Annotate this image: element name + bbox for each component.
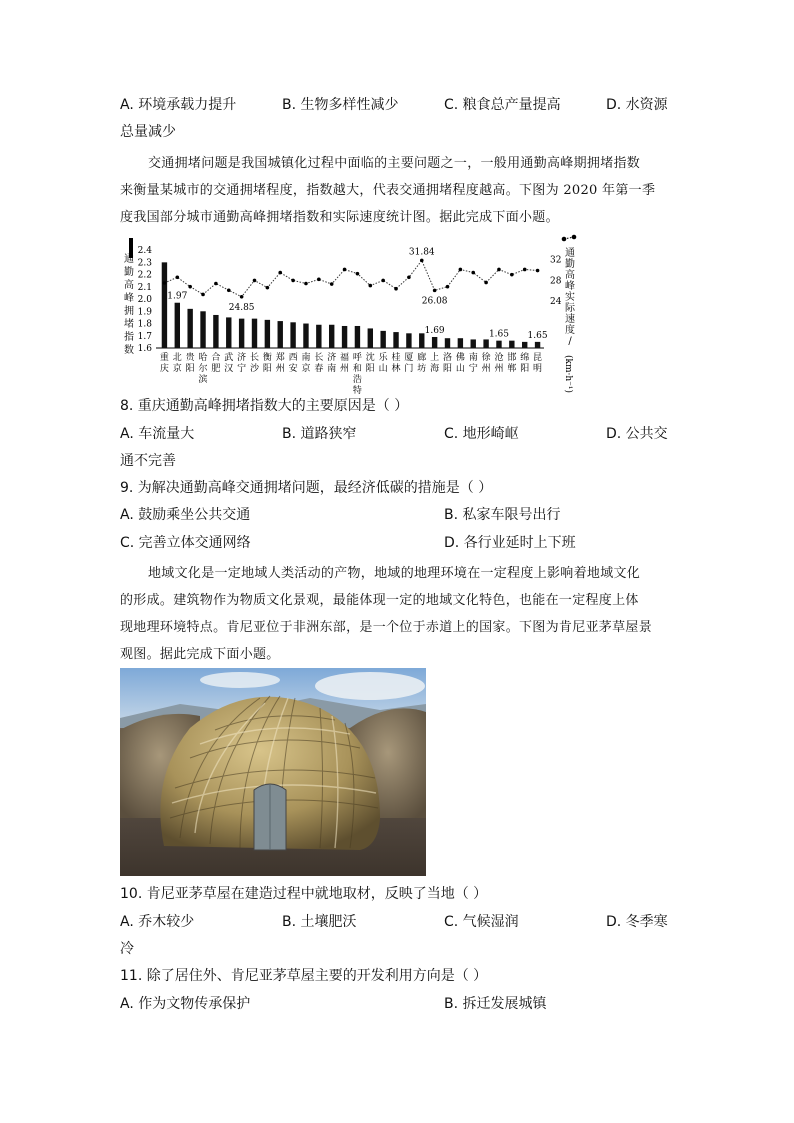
category-label: 庆: [159, 364, 169, 374]
category-label: 州: [481, 364, 491, 374]
category-label: 京: [172, 364, 182, 374]
right-axis-title-char: 勤: [565, 259, 575, 270]
left-tick-label: 2.0: [137, 295, 152, 306]
category-label: 郸: [507, 364, 517, 374]
right-tick-label: 32: [550, 255, 562, 266]
category-label: 尔: [198, 364, 208, 374]
category-label: 桂: [391, 353, 401, 363]
bar-18: [393, 332, 398, 348]
category-label: 南: [327, 364, 337, 374]
intro2-line4: 观图。据此完成下面小题。: [120, 647, 280, 662]
category-label: 邯: [507, 353, 517, 363]
category-label: 山: [455, 364, 465, 374]
category-label: 汉: [224, 364, 234, 374]
left-axis-title-char: 勤: [124, 267, 134, 278]
left-tick-label: 1.8: [137, 319, 152, 330]
category-label: 绵: [520, 353, 530, 363]
category-label: 郑: [275, 353, 285, 363]
category-label: 阳: [520, 364, 530, 374]
left-axis-title-char: 通: [124, 254, 134, 265]
category-label: 滨: [198, 375, 208, 385]
speed-point-12: [317, 278, 321, 282]
left-tick-label: 2.1: [137, 282, 152, 293]
bar-15: [355, 326, 360, 348]
category-label: 武: [224, 353, 234, 363]
q11-option-a: A. 作为文物传承保护: [120, 996, 251, 1012]
category-label: 州: [494, 364, 504, 374]
speed-point-6: [240, 295, 244, 299]
bar-4: [213, 315, 218, 348]
intro1-line1: 交通拥堵问题是我国城镇化过程中面临的主要问题之一，一般用通勤高峰期拥堵指数: [148, 156, 641, 171]
category-label: 佛: [455, 353, 465, 363]
q8-option-a: A. 车流量大: [120, 426, 195, 442]
bar-1: [175, 303, 180, 348]
bar-11: [303, 324, 308, 348]
category-label: 合: [211, 353, 221, 363]
right-axis-title-char: 实: [565, 292, 575, 303]
speed-point-9: [278, 271, 282, 275]
left-axis-title-char: 堵: [124, 319, 134, 330]
bar-29: [535, 342, 540, 348]
category-label: 徐: [481, 353, 491, 363]
category-label: 沈: [365, 353, 375, 363]
q10-option-c: C. 气候湿润: [444, 914, 519, 930]
category-label: 海: [430, 364, 440, 374]
category-label: 特: [352, 386, 362, 396]
speed-point-19: [407, 275, 411, 279]
speed-point-14: [343, 268, 347, 272]
speed-point-27: [510, 273, 514, 277]
left-axis-title-char: 峰: [124, 293, 134, 304]
category-label: 阳: [262, 364, 272, 374]
bar-24: [471, 339, 476, 348]
category-label: 肥: [211, 364, 221, 374]
category-label: 山: [378, 364, 388, 374]
bar-25: [483, 339, 488, 348]
q8-stem: 8. 重庆通勤高峰拥堵指数大的主要原因是（ ）: [120, 398, 409, 414]
q11-option-b: B. 拆迁发展城镇: [444, 996, 547, 1012]
right-axis-title-char: 高: [565, 270, 575, 281]
category-label: 州: [340, 364, 350, 374]
category-label: 呼: [352, 353, 362, 363]
right-tick-label: 28: [550, 276, 562, 287]
speed-point-0: [163, 281, 167, 285]
q10-option-d: D. 冬季寒: [606, 914, 668, 930]
speed-point-1: [176, 275, 180, 279]
bar-16: [368, 328, 373, 348]
bar-17: [380, 331, 385, 348]
speed-point-7: [253, 279, 257, 283]
speed-point-11: [304, 282, 308, 286]
right-axis-title-char: /: [568, 336, 572, 347]
q9-option-d: D. 各行业延时上下班: [444, 535, 576, 551]
bar-data-label: 1.69: [424, 325, 445, 336]
speed-point-13: [330, 282, 334, 286]
speed-point-17: [381, 279, 385, 283]
category-label: 济: [327, 353, 337, 363]
bar-23: [458, 338, 463, 348]
category-label: 坊: [417, 364, 427, 374]
bar-14: [342, 326, 347, 348]
option-b: B. 生物多样性减少: [282, 97, 399, 113]
speed-point-28: [523, 268, 527, 272]
bar-10: [290, 322, 295, 348]
bar-0: [162, 262, 167, 348]
category-label: 乐: [378, 353, 388, 363]
category-label: 宁: [237, 364, 247, 374]
line-data-label: 26.08: [421, 296, 448, 307]
q9-stem: 9. 为解决通勤高峰交通拥堵问题，最经济低碳的措施是（ ）: [120, 480, 493, 496]
category-label: 和: [352, 364, 362, 374]
category-label: 沙: [249, 364, 260, 374]
category-label: 宁: [468, 364, 478, 374]
category-label: 廊: [417, 353, 427, 363]
category-label: 林: [391, 364, 401, 374]
category-label: 南: [301, 353, 311, 363]
category-label: 南: [468, 353, 478, 363]
speed-point-2: [188, 285, 192, 289]
category-label: 厦: [404, 353, 414, 363]
option-d-continued: 总量减少: [120, 124, 176, 140]
bar-7: [252, 319, 257, 348]
speed-point-26: [497, 268, 501, 272]
speed-point-24: [471, 271, 475, 275]
category-label: 福: [340, 353, 350, 363]
bar-22: [445, 338, 450, 348]
speed-point-20: [420, 259, 424, 263]
category-label: 重: [159, 353, 169, 363]
category-label: 明: [533, 364, 543, 374]
category-label: 上: [430, 353, 440, 363]
category-label: 京: [301, 364, 311, 374]
speed-point-18: [394, 287, 398, 291]
right-axis-title-char: 际: [565, 303, 575, 314]
bar-8: [265, 320, 270, 348]
category-label: 衡: [262, 353, 272, 363]
q9-option-a: A. 鼓励乘坐公共交通: [120, 507, 251, 523]
category-label: 长: [314, 353, 324, 363]
left-axis-title-char: 高: [124, 280, 134, 291]
bar-12: [316, 325, 321, 348]
category-label: 济: [237, 353, 247, 363]
bar-27: [509, 341, 514, 348]
intro1-line3: 度我国部分城市通勤高峰拥堵指数和实际速度统计图。据此完成下面小题。: [120, 210, 559, 225]
intro2-line1: 地域文化是一定地域人类活动的产物，地域的地理环境在一定程度上影响着地域文化: [148, 566, 641, 581]
speed-point-15: [356, 272, 360, 276]
intro1-line2: 来衡量某城市的交通拥堵程度，指数越大，代表交通拥堵程度越高。下图为 2020 年第一季: [120, 183, 656, 198]
speed-point-25: [484, 281, 488, 285]
speed-point-8: [266, 286, 270, 290]
right-axis-title-char: 度: [565, 325, 575, 336]
line-data-label: 31.84: [408, 247, 435, 258]
left-axis-title-char: 拥: [124, 306, 134, 317]
speed-point-21: [433, 289, 437, 293]
q10-option-b: B. 土壤肥沃: [282, 914, 357, 930]
category-label: 沧: [494, 353, 504, 363]
right-legend-dot: [572, 235, 577, 240]
q9-option-c: C. 完善立体交通网络: [120, 535, 251, 551]
category-label: 春: [314, 364, 324, 374]
right-axis-title-unit: (km·h⁻¹): [563, 355, 573, 394]
left-tick-label: 2.4: [137, 246, 152, 257]
speed-point-23: [459, 268, 463, 272]
left-tick-label: 2.3: [137, 258, 152, 269]
q11-stem: 11. 除了居住外、肯尼亚茅草屋主要的开发利用方向是（ ）: [120, 968, 488, 984]
category-label: 门: [404, 364, 414, 374]
intro2-line2: 的形成。建筑物作为物质文化景观，最能体现一定的地域文化特色，也能在一定程度上体: [120, 593, 639, 608]
left-tick-label: 1.9: [137, 307, 152, 318]
category-label: 阳: [365, 364, 375, 374]
thatched-hut-photo: [120, 668, 426, 876]
bar-data-label: 1.65: [527, 330, 548, 341]
q10-stem: 10. 肯尼亚茅草屋在建造过程中就地取材，反映了当地（ ）: [120, 886, 488, 902]
q9-option-b: B. 私家车限号出行: [444, 507, 561, 523]
bar-26: [496, 341, 501, 348]
bar-19: [406, 333, 411, 348]
category-label: 贵: [185, 353, 195, 363]
bar-data-label: 1.65: [488, 329, 509, 340]
speed-point-3: [201, 293, 205, 297]
bar-13: [329, 325, 334, 348]
congestion-chart: [118, 232, 588, 396]
bar-3: [200, 311, 205, 348]
category-label: 阳: [442, 364, 453, 374]
right-axis-title-char: 通: [565, 248, 575, 259]
q8-option-c: C. 地形崎岖: [444, 426, 519, 442]
bar-28: [522, 342, 527, 348]
bar-5: [226, 317, 231, 348]
category-label: 北: [172, 353, 182, 363]
right-tick-label: 24: [550, 297, 562, 308]
q8-option-d-continued: 通不完善: [120, 453, 176, 469]
category-label: 西: [288, 353, 298, 363]
category-label: 昆: [533, 353, 543, 363]
category-label: 长: [249, 353, 260, 363]
bar-6: [239, 319, 244, 348]
speed-point-29: [536, 269, 540, 273]
q10-option-d-continued: 冷: [120, 941, 134, 957]
speed-point-22: [446, 285, 450, 289]
left-axis-title-char: 数: [124, 345, 134, 356]
left-tick-label: 2.2: [137, 270, 152, 281]
category-label: 安: [288, 364, 298, 374]
option-d: D. 水资源: [606, 97, 668, 113]
speed-point-16: [369, 284, 373, 288]
intro2-line3: 现地理环境特点。肯尼亚位于非洲东部，是一个位于赤道上的国家。下图为肯尼亚茅草屋景: [120, 620, 653, 635]
speed-point-4: [214, 282, 218, 286]
line-data-label: 24.85: [228, 302, 255, 313]
q10-option-a: A. 乔木较少: [120, 914, 195, 930]
q8-option-d: D. 公共交: [606, 426, 668, 442]
bar-9: [278, 321, 283, 348]
left-tick-label: 1.7: [137, 331, 152, 342]
speed-line: [164, 260, 537, 296]
speed-point-10: [291, 279, 295, 283]
bar-data-label: 1.97: [167, 291, 188, 302]
q8-option-b: B. 道路狭窄: [282, 426, 357, 442]
bar-21: [432, 337, 437, 348]
bar-2: [187, 309, 192, 348]
category-label: 州: [275, 364, 285, 374]
speed-point-5: [227, 288, 231, 292]
right-axis-title-char: 峰: [565, 281, 575, 292]
left-axis-title-char: 指: [124, 332, 134, 343]
category-label: 阳: [185, 364, 195, 374]
category-label: 浩: [352, 375, 362, 385]
left-tick-label: 1.6: [137, 344, 152, 354]
category-label: 洛: [442, 353, 453, 363]
right-axis-title-char: 速: [565, 314, 575, 325]
option-a: A. 环境承载力提升: [120, 97, 237, 113]
option-c: C. 粮食总产量提高: [444, 97, 561, 113]
category-label: 哈: [198, 353, 208, 363]
